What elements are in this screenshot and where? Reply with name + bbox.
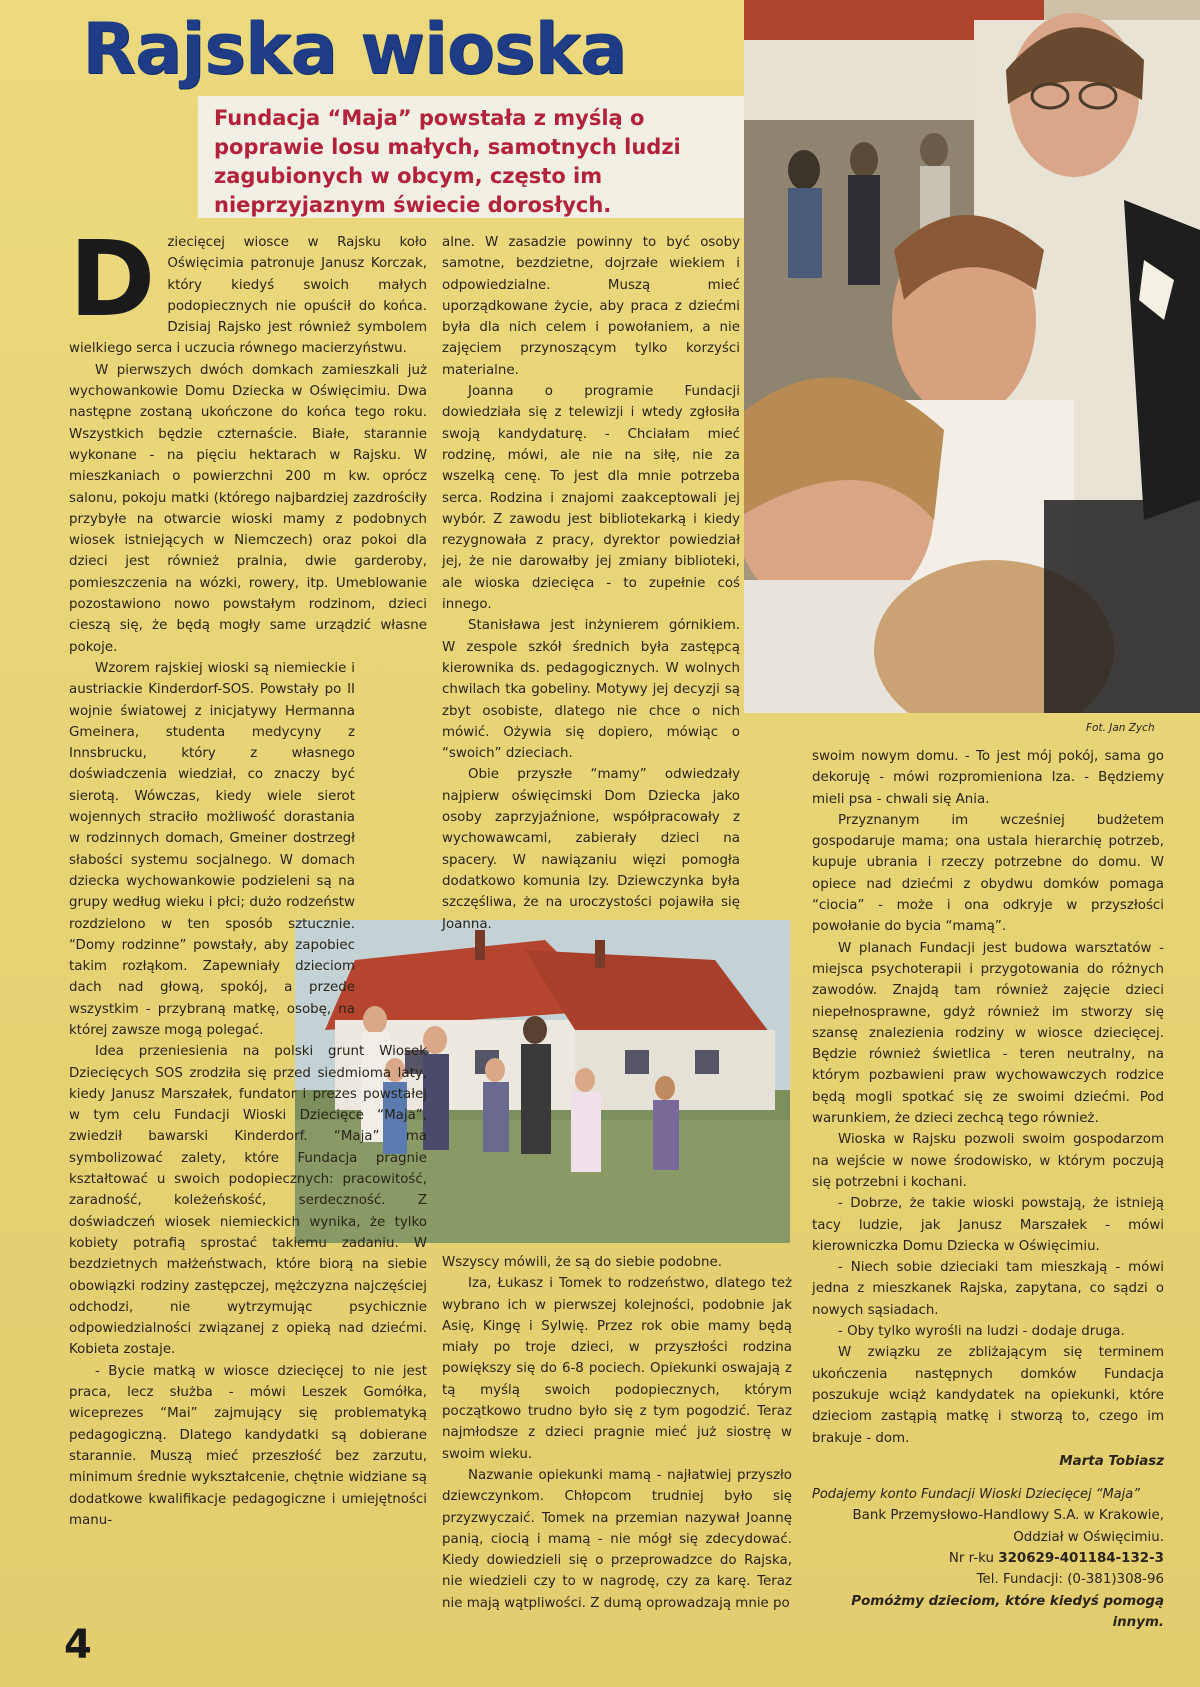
paragraph: - Bycie matką w wiosce dziecięcej to nie jest praca, lecz służba - mówi Leszek Gomółka, wiceprezes “Mai” zajmujący się problematyką pedagogiczną. Dlatego kandydatki są dobierane starannie. Muszą mieć przeszłość bez zarzutu, minimum średnie wykształcenie, chętnie widziane są dodatkowe kwalifikacje pedagogiczne i umiejętności manu- bbox=[69, 1363, 427, 1528]
article-column-1 bbox=[69, 218, 427, 1531]
article-column-2-bottom bbox=[442, 1252, 792, 1614]
paragraph: Obie przyszłe “mamy” odwiedzały najpierw oświęcimski Dom Dziecka jako osoby zaprzyjaźnione, współpracowały z wychowawcami, zabierały dzieci na spacery. W nawiązaniu więzi pomogła dodatkowo komunia Izy. Dziewczynka była szczęśliwa, że na uroczystości pojawiła się Joanna. bbox=[442, 767, 740, 932]
article-author: Marta Tobiasz bbox=[1059, 1453, 1164, 1469]
article-title: Rajska wioska bbox=[82, 8, 627, 90]
account-branch: Oddział w Oświęcimiu. bbox=[1013, 1529, 1164, 1545]
paragraph: Nazwanie opiekunki mamą - najłatwiej przyszło dziewczynkom. Chłopcom trudniej było się przyzwyczaić. Tomek na przemian nazywał Joannę panią, ciocią i mamą - nie mógł się zdecydować. Kiedy dowiedzieli się o przeprowadzce do Rajska, nie wiedzieli czy to w nagrodę, czy za karę. Teraz nie mają wątpliwości. Z dumą oprowadzają mnie po bbox=[442, 1467, 792, 1611]
foundation-phone: Tel. Fundacji: (0-381)308-96 bbox=[976, 1572, 1164, 1588]
account-intro: Podajemy konto Fundacji Wioski Dziecięcej “Maja” bbox=[812, 1487, 1140, 1503]
paragraph: swoim nowym domu. - To jest mój pokój, sama go dekoruję - mówi rozpromieniona Iza. - Będziemy mieli psa - chwali się Ania. bbox=[812, 749, 1164, 807]
paragraph: W pierwszych dwóch domkach zamieszkali już wychowankowie Domu Dziecka w Oświęcimiu. Dwa następne zostaną ukończone do końca tego roku. Wszystkich będzie czternaście. Białe, starannie wykonane - na pięciu hektarach w Rajsku. W mieszkaniach o powierzchni 200 m kw. oprócz salonu, pokoju matki (którego najbardziej zazdrościły przybyłe na otwarcie wioski mamy z podobnych wiosek istniejących w Niemczech) oraz pokoi dla dzieci jest również pralnia, dwie garderoby, pomieszczenia na wózki, rowery, itp. Umeblowanie pozostawiono nowo powstałym rodzinom, dzieci cieszą się, że będą mogły same urządzić własne pokoje. bbox=[69, 362, 427, 655]
paragraph: - Niech sobie dzieciaki tam mieszkają - mówi jedna z mieszkanek Rajska, zapytana, co sądzi o nowych sąsiadach. bbox=[812, 1260, 1164, 1318]
paragraph: - Dobrze, że takie wioski powstają, że istnieją tacy ludzie, jak Janusz Marszałek - mówi kierowniczka Domu Dziecka w Oświęcimiu. bbox=[812, 1196, 1164, 1254]
paragraph: Przyznanym im wcześniej budżetem gospodaruje mama; ona ustala hierarchię potrzeb, kupuje ubrania i rzeczy potrzebne do domu. W opiece nad dziećmi z obydwu domków pomaga “ciocia” - może i ona odkryje w przyszłości powołanie do bycia “mamą”. bbox=[812, 812, 1164, 935]
paragraph-intro: ziecięcej wiosce w Rajsku koło Oświęcimia patronuje Janusz Korczak, który kiedyś swoich małych podopiecznych nie opuścił do końca. Dzisiaj Rajsko jest również symbolem wielkiego serca i uczucia równego macierzyństwu. bbox=[69, 235, 427, 357]
paragraph: W związku ze zbliżającym się terminem ukończenia następnych domków Fundacja poszukuje wciąż kandydatek na opiekunki, które dzieciom zastąpią matkę i stworzą to, czego im brakuje - dom. bbox=[812, 1345, 1164, 1446]
account-bank: Bank Przemysłowo-Handlowy S.A. w Krakowie, bbox=[852, 1508, 1164, 1524]
paragraph: - Oby tylko wyrośli na ludzi - dodaje druga. bbox=[838, 1324, 1125, 1340]
article-column-2-top bbox=[442, 232, 740, 935]
account-number: 320629-401184-132-3 bbox=[998, 1550, 1164, 1566]
slogan: Pomóżmy dzieciom, które kiedyś pomogą innym. bbox=[851, 1593, 1164, 1630]
paragraph: Wszyscy mówili, że są do siebie podobne. bbox=[442, 1255, 722, 1270]
paragraph: Idea przeniesienia na polski grunt Wiosek Dziecięcych SOS zrodziła się przed siedmioma laty, kiedy Janusz Marszałek, fundator i prezes powstałej w tym celu Fundacji Wioski Dziecięce “Maja”, zwiedził bawarski Kinderdorf. “Maja” ma symbolizować zalety, które Fundacja pragnie kształtować u swoich podopiecznych: pracowitość, zaradność, koleżeńskość, serdeczność. Z doświadczeń wiosek niemieckich wynika, że tylko kobiety potrafią sprostać takiemu zadaniu. W bezdzietnych małżeństwach, które biorą na siebie obowiązki rodziny zastępczej, mężczyzna najczęściej odchodzi, nie wytrzymując psychicznie odpowiedzialności związanej z opieką nad dziećmi. Kobieta zostaje. bbox=[69, 1044, 427, 1358]
paragraph: Wzorem rajskiej wioski są niemieckie i austriackie Kinderdorf-SOS. Powstały po II wojnie światowej z inicjatywy Hermanna Gmeinera, studenta medycyny z Innsbrucku, który z własnego doświadczenia wiedział, co znaczy być sierotą. Wówczas, kiedy wiele sierot wojennych straciło możliwość dorastania w rodzinnych domach, Gmeiner dostrzegł słabości systemu socjalnego. W domach dziecka wychowankowie podzieleni są na grupy według wieku i płci; dużo rodzeństw rozdzielono w ten sposób sztucznie. “Domy rodzinne” powstały, aby zapobiec takim rozłąkom. Zapewniały dzieciom dach nad głową, spokój, a przede wszystkim - przybraną matkę, osobę, na której zawsze mogą polegać. bbox=[69, 660, 355, 1038]
paragraph: W planach Fundacji jest budowa warsztatów - miejsca psychoterapii i przygotowania do różnych zawodów. Znajdą tam również zajęcie dzieci niepełnosprawne, gdyż również im stworzy się szansę znalezienia rodziny w wiosce dziecięcej. Będzie również świetlica - teren neutralny, na którym pozbawieni praw wychowawczych rodzice będą mogli spotkać się ze swoimi dziećmi. Pod warunkiem, że dzieci zechcą tego również. bbox=[812, 940, 1164, 1127]
photo-main-illustration bbox=[744, 0, 1200, 713]
photo-woman-with-children bbox=[744, 0, 1200, 713]
article-column-3 bbox=[812, 746, 1164, 1633]
account-number-line bbox=[812, 1548, 1164, 1569]
lead-text: Fundacja “Maja” powstała z myślą o poprawie losu małych, samotnych ludzi zagubionych w obcym, często im nieprzyjaznym świecie dorosłych. bbox=[214, 106, 681, 217]
paragraph: Iza, Łukasz i Tomek to rodzeństwo, dlatego też wybrano ich w pierwszej kolejności, podobnie jak Asię, Kingę i Sylwię. Przez rok obie mamy będą miały po troje dzieci, w przyszłości rodzina powiększy się do 6-8 pociech. Opiekunki oswajają z tą myślą swoich podopiecznych, którym początkowo trudno było się z tym pogodzić. Teraz najmłodsze z dzieci pragnie mieć już siostrę w swoim wieku. bbox=[442, 1276, 792, 1462]
account-number-label: Nr r-ku bbox=[948, 1550, 999, 1566]
paragraph: alne. W zasadzie powinny to być osoby samotne, bezdzietne, dojrzałe wiekiem i odpowiedzialne. Muszą mieć uporządkowane życie, aby praca z dziećmi była dla nich celem i powołaniem, a nie zajęciem przynoszącym tylko korzyści materialne. bbox=[442, 235, 740, 378]
photo-caption: Fot. Jan Zych bbox=[1086, 722, 1155, 734]
drop-cap: D bbox=[69, 218, 156, 340]
page-number: 4 bbox=[64, 1622, 92, 1668]
paragraph: Wioska w Rajsku pozwoli swoim gospodarzom na wejście w nowe środowisko, w którym poczują się potrzebni i kochani. bbox=[812, 1132, 1164, 1190]
paragraph: Joanna o programie Fundacji dowiedziała się z telewizji i wtedy zgłosiła swoją kandydaturę. - Chciałam mieć rodzinę, mówi, ale nie na siłę, nie za wszelką cenę. To jest dla mnie potrzeba serca. Rodzina i znajomi zaakceptowali jej wybór. Z zawodu jest bibliotekarką i kiedy rezygnowała z pracy, dyrektor powiedział jej, że nie darowałby jej zmiany biblioteki, ale wioska dziecięca - to zupełnie coś innego. bbox=[442, 384, 740, 613]
paragraph: Stanisława jest inżynierem górnikiem. W zespole szkół średnich była zastępcą kierownika ds. pedagogicznych. W wolnych chwilach tka gobeliny. Motywy jej decyzji są zbyt osobiste, dlatego nie chce o nich mówić. Ożywia się dopiero, mówiąc o “swoich” dzieciach. bbox=[442, 618, 740, 762]
lead-box bbox=[198, 96, 748, 218]
